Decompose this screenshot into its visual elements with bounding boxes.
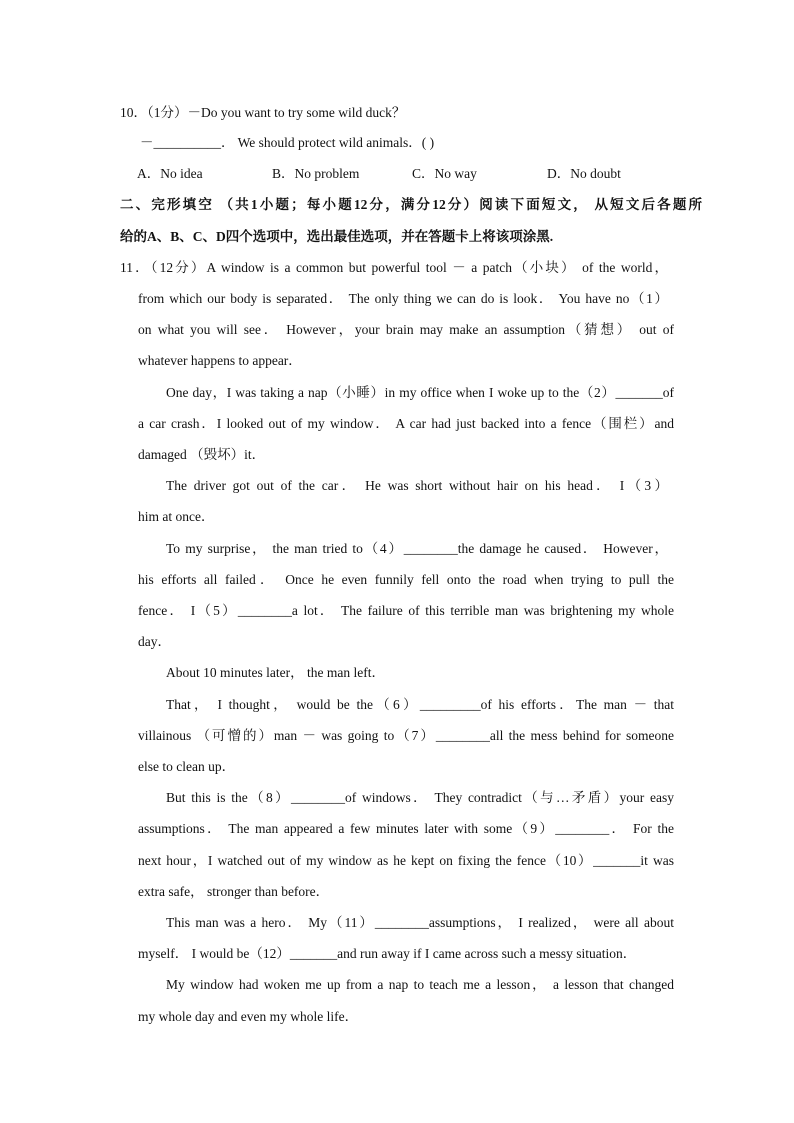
q10-question: 10．（1分）－Do you want to try some wild duck？ xyxy=(120,105,406,120)
passage-line: next hour，I watched out of my window as he kept on fixing the fence（10）_______it was xyxy=(138,853,674,868)
passage-line: damaged （毁坏）it． xyxy=(138,447,266,462)
passage-line: To my surprise， the man tried to（4）________the damage he caused． However， xyxy=(166,541,668,556)
passage-line: fence． I（5）________a lot． The failure of this terrible man was brightening my whole xyxy=(138,603,674,618)
passage-line: on what you will see． However，your brain may make an assumption（猜想） out of xyxy=(138,322,674,337)
passage-line: The driver got out of the car． He was short without hair on his head． I（3） xyxy=(166,478,668,493)
passage-line: his efforts all failed． Once he even funnily fell onto the road when trying to pull the xyxy=(138,572,674,587)
passage-line: villainous （可憎的）man － was going to（7）________all the mess behind for someone xyxy=(138,728,674,743)
q10-blank-line: －__________． We should protect wild animals．( ) xyxy=(140,135,435,150)
option-c: C．No way xyxy=(412,166,477,181)
passage-line: One day，I was taking a nap（小睡）in my office when I woke up to the（2）_______of xyxy=(166,385,674,400)
section-heading-line-2: 给的A、B、C、D四个选项中，选出最佳选项，并在答题卡上将该项涂黑. xyxy=(120,229,554,244)
option-d: D．No doubt xyxy=(547,166,621,181)
passage-line: whatever happens to appear． xyxy=(138,353,302,368)
passage-line: That， I thought， would be the（6）_________of his efforts．The man － that xyxy=(166,697,674,712)
passage-line: day． xyxy=(138,634,171,649)
passage-line: This man was a hero． My（11）________assumptions， I realized， were all about xyxy=(166,915,674,930)
passage-line: else to clean up． xyxy=(138,759,236,774)
passage-line: from which our body is separated． The only thing we can do is look． You have no（1） xyxy=(138,291,668,306)
passage-line: him at once． xyxy=(138,509,215,524)
q10-options xyxy=(137,165,697,183)
passage-line: But this is the（8）________of windows． They contradict（与…矛盾）your easy xyxy=(166,790,674,805)
passage-line: my whole day and even my whole life． xyxy=(138,1009,359,1024)
option-a: A．No idea xyxy=(137,166,203,181)
passage-line: 11．（12分）A window is a common but powerful tool － a patch（小块） of the world， xyxy=(120,260,668,275)
passage-line: a car crash．I looked out of my window． A car had just backed into a fence（围栏）and xyxy=(138,416,674,431)
passage-line: About 10 minutes later， the man left． xyxy=(166,665,385,680)
passage-line: assumptions． The man appeared a few minutes later with some（9）________． For the xyxy=(138,821,674,836)
passage-line: My window had woken me up from a nap to teach me a lesson， a lesson that changed xyxy=(166,977,674,992)
passage-line: extra safe， stronger than before． xyxy=(138,884,330,899)
option-b: B．No problem xyxy=(272,166,360,181)
passage-line: myself． I would be（12）_______and run away if I came across such a messy situation． xyxy=(138,946,637,961)
section-heading-line-1: 二、完形填空 （共1小题；每小题12分，满分12分）阅读下面短文， 从短文后各题所 xyxy=(120,197,702,212)
